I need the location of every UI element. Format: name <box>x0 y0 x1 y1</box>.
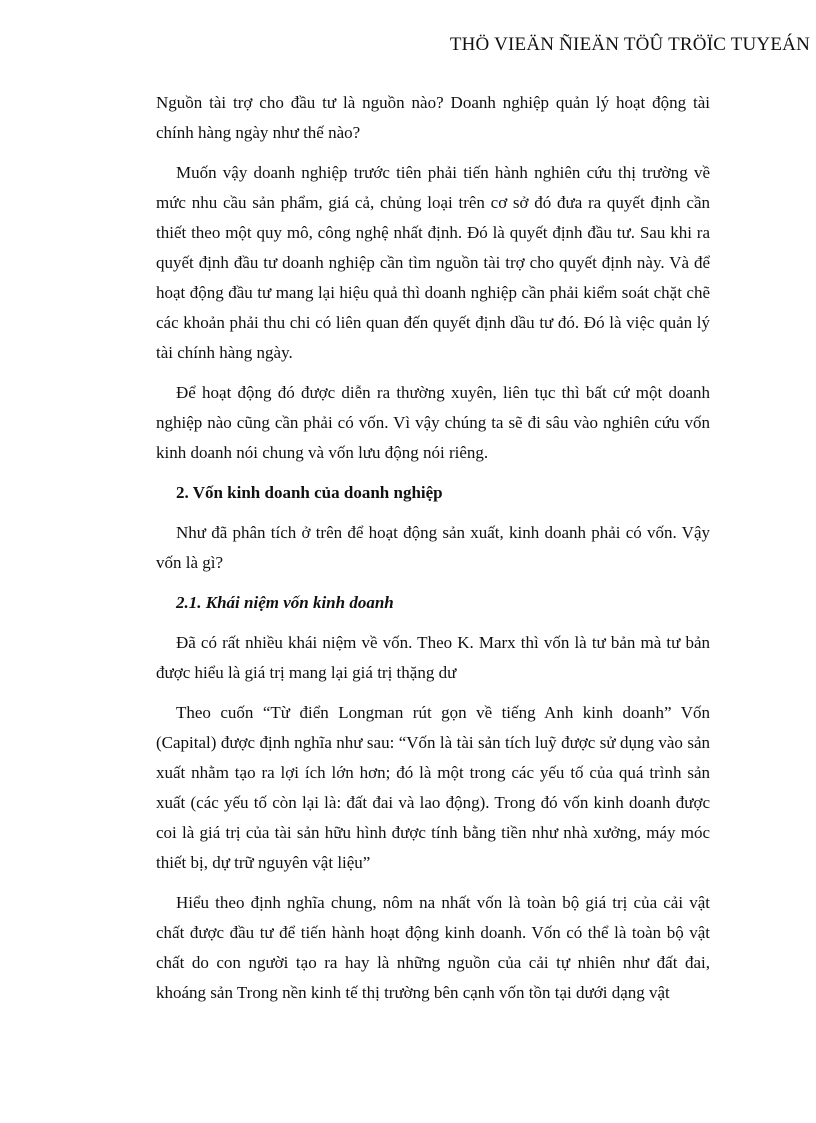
paragraph-4: Như đã phân tích ở trên để hoạt động sản xuất, kinh doanh phải có vốn. Vậy vốn là gì? <box>156 523 710 572</box>
body-text <box>156 88 710 1018</box>
running-header: THÖ VIEÄN ÑIEÄN TÖÛ TRÖÏC TUYEÁN <box>449 34 810 55</box>
paragraph-3: Để hoạt động đó được diễn ra thường xuyên, liên tục thì bất cứ một doanh nghiệp nào cũng cần phải có vốn. Vì vậy chúng ta sẽ đi sâu vào nghiên cứu vốn kinh doanh nói chung và vốn lưu động nói riêng. <box>156 383 710 462</box>
subsection-heading: 2.1. Khái niệm vốn kinh doanh <box>176 593 394 612</box>
paragraph-5: Đã có rất nhiều khái niệm về vốn. Theo K. Marx thì vốn là tư bản mà tư bản được hiểu là giá trị mang lại giá trị thặng dư <box>156 633 710 682</box>
paragraph-2: Muốn vậy doanh nghiệp trước tiên phải tiến hành nghiên cứu thị trường về mức nhu cầu sản phẩm, giá cả, chủng loại trên cơ sở đó đưa ra quyết định cần thiết theo một quy mô, công nghệ nhất định. Đó là quyết định đầu tư. Sau khi ra quyết định đầu tư doanh nghiệp cần tìm nguồn tài trợ cho quyết định này. Và để hoạt động đầu tư mang lại hiệu quả thì doanh nghiệp cần phải kiểm soát chặt chẽ các khoản phải thu chi có liên quan đến quyết định dầu tư đó. Đó là việc quản lý tài chính hàng ngày. <box>156 163 710 362</box>
paragraph-1: Nguồn tài trợ cho đầu tư là nguồn nào? Doanh nghiệp quản lý hoạt động tài chính hàng ngày như thế nào? <box>156 93 710 142</box>
paragraph-6: Theo cuốn “Từ điển Longman rút gọn về tiếng Anh kinh doanh” Vốn (Capital) được định nghĩa như sau: “Vốn là tài sản tích luỹ được sử dụng vào sản xuất nhằm tạo ra lợi ích lớn hơn; đó là một trong các yếu tố của quá trình sản xuất (các yếu tố còn lại là: đất đai và lao động). Trong đó vốn kinh doanh được coi là giá trị của tài sản hữu hình được tính bằng tiền như nhà xưởng, máy móc thiết bị, dự trữ nguyên vật liệu” <box>156 703 710 872</box>
section-heading: 2. Vốn kinh doanh của doanh nghiệp <box>176 483 443 502</box>
paragraph-7: Hiểu theo định nghĩa chung, nôm na nhất vốn là toàn bộ giá trị của cải vật chất được đầu tư để tiến hành hoạt động kinh doanh. Vốn có thể là toàn bộ vật chất do con người tạo ra hay là những nguồn của cải tự nhiên như đất đai, khoáng sản Trong nền kinh tế thị trường bên cạnh vốn tồn tại dưới dạng vật <box>156 893 710 1002</box>
